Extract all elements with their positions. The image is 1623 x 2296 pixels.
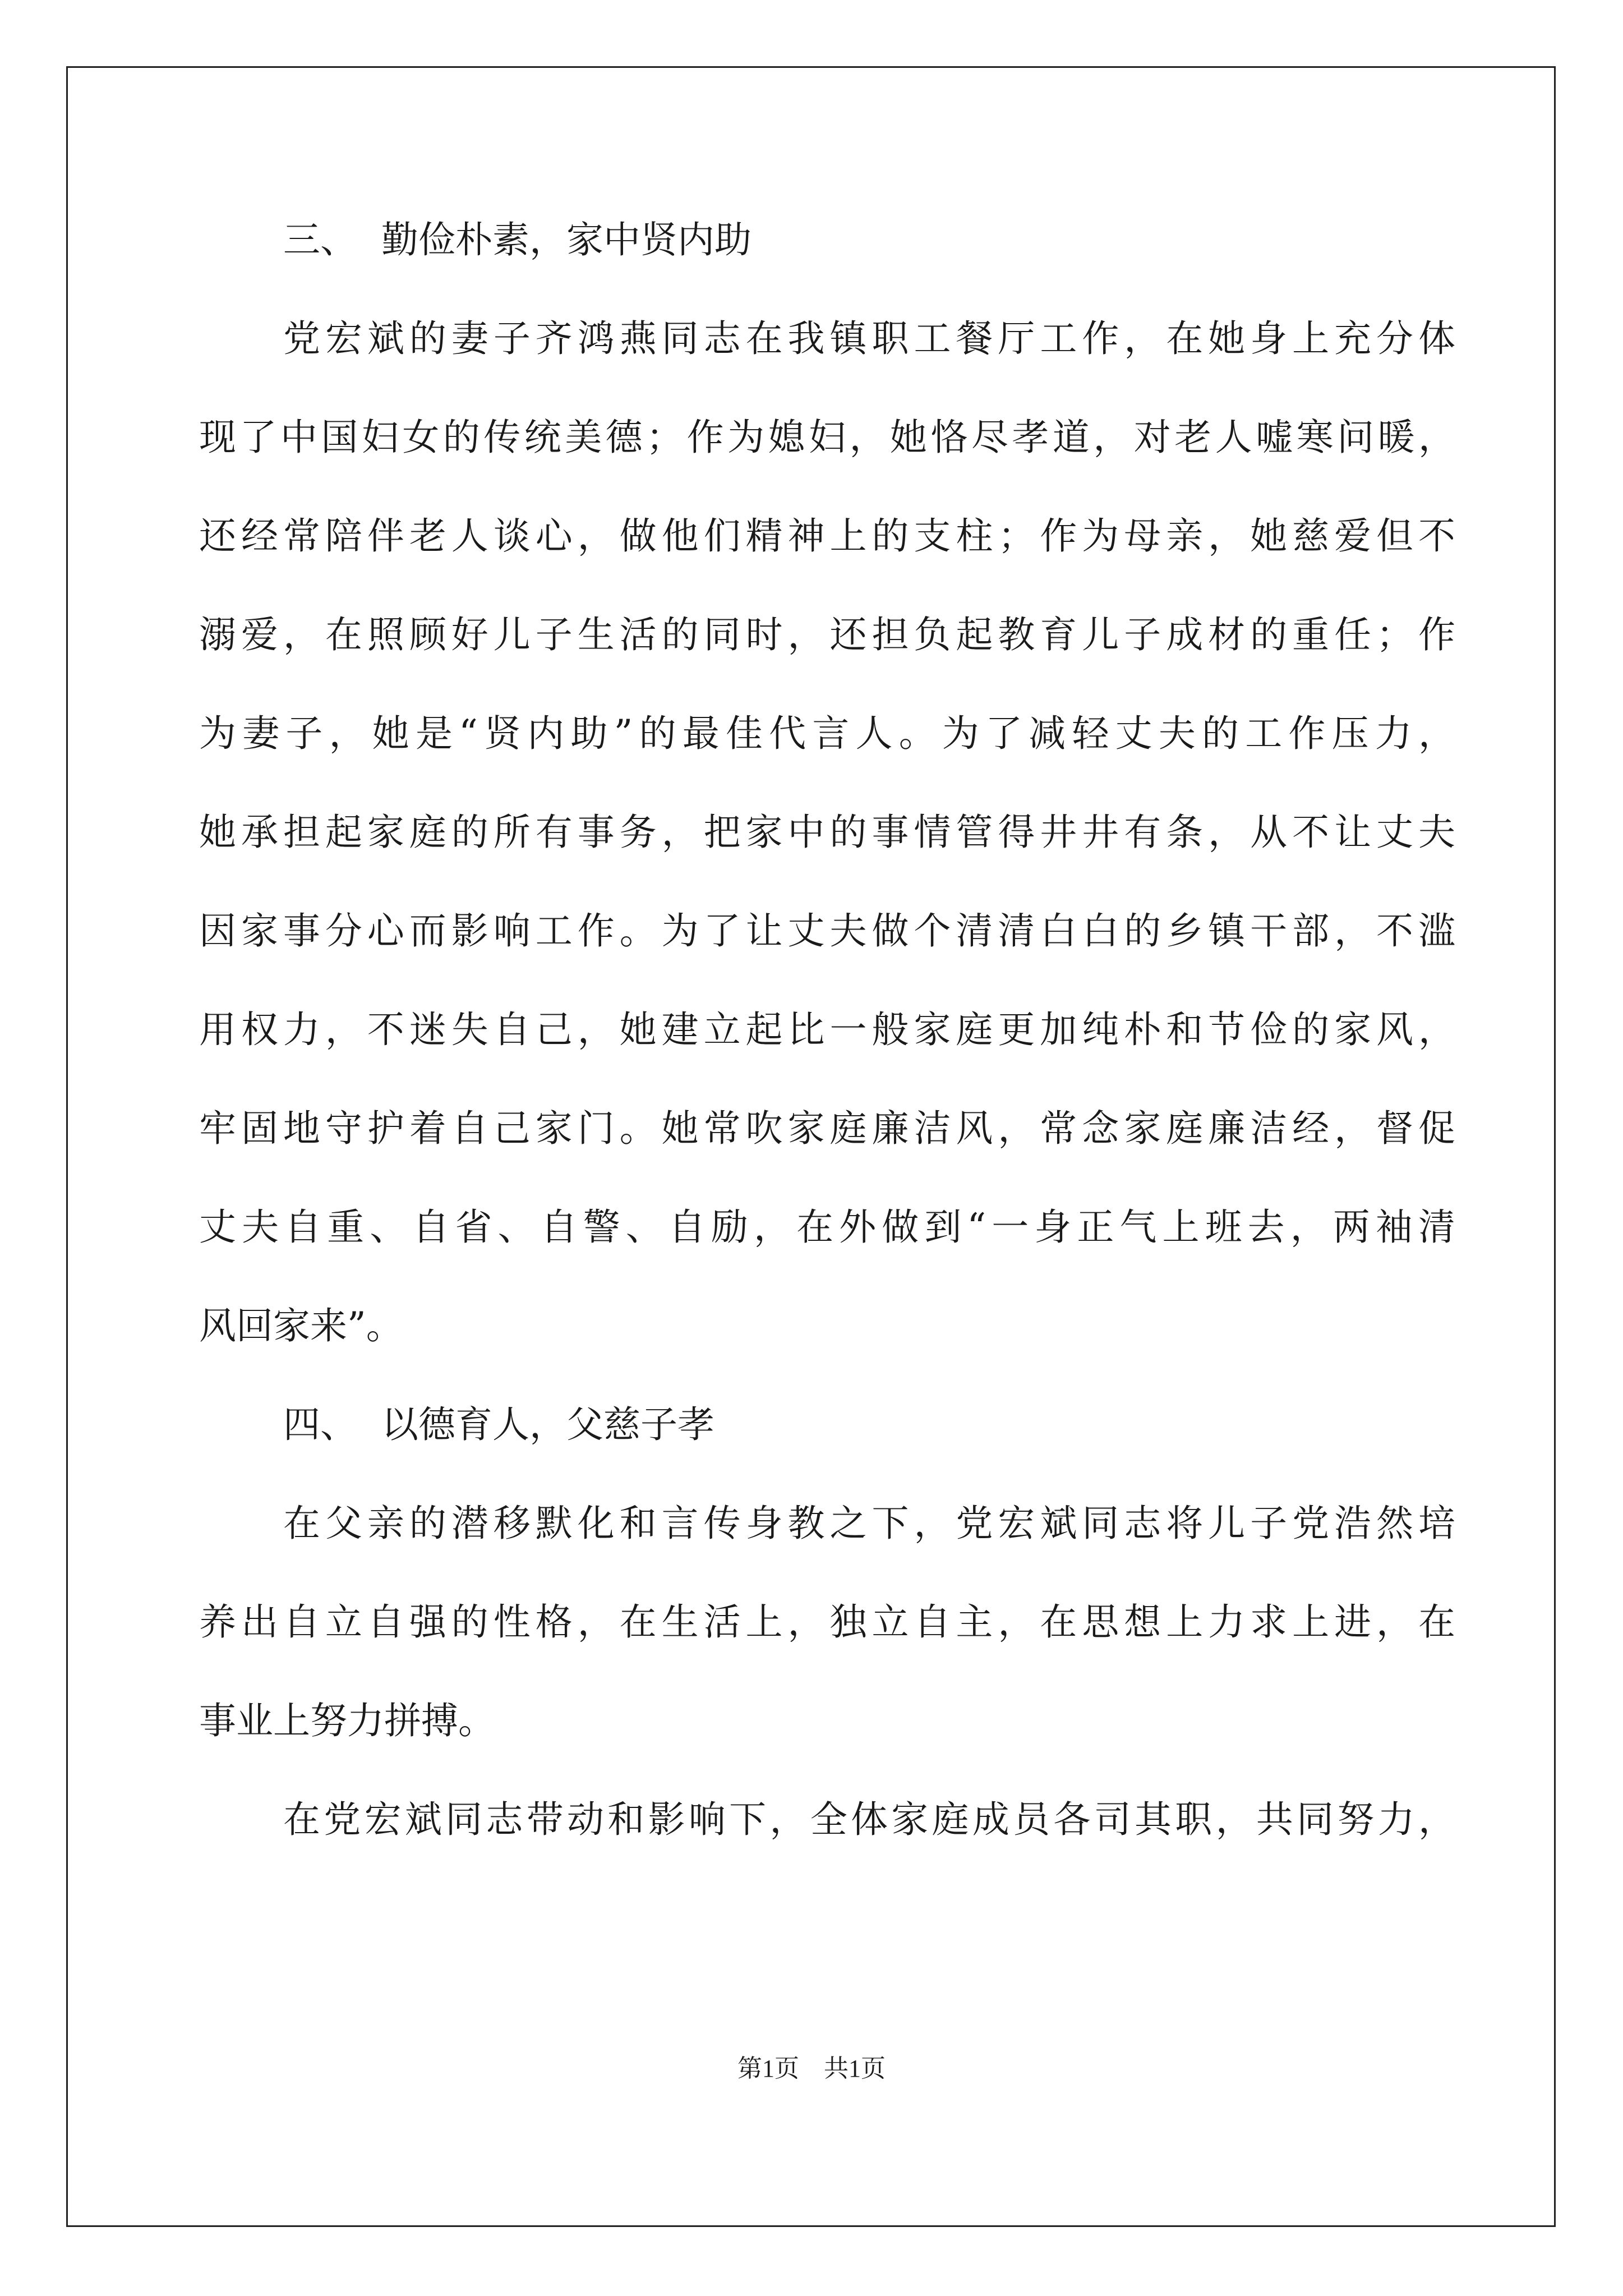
document-body [199, 213, 1455, 1892]
section-number: 四、 [283, 1403, 357, 1446]
page-number: 第1页 [737, 2055, 799, 2082]
page-total: 共1页 [824, 2055, 886, 2082]
paragraph-line: 还经常陪伴老人谈心，做他们精神上的支柱；作为母亲，她慈爱但不 [199, 514, 1455, 558]
paragraph-line: 养出自立自强的性格，在生活上，独立自主，在思想上力求上进，在 [199, 1600, 1455, 1644]
paragraph-line: 现了中国妇女的传统美德；作为媳妇，她恪尽孝道，对老人嘘寒问暖， [199, 416, 1455, 459]
paragraph-line: 为妻子，她是“贤内助”的最佳代言人。为了减轻丈夫的工作压力， [199, 712, 1455, 755]
paragraph-line: 风回家来”。 [199, 1304, 403, 1347]
paragraph-line: 牢固地守护着自己家门。她常吹家庭廉洁风，常念家庭廉洁经，督促 [199, 1107, 1455, 1150]
paragraph-line: 溺爱，在照顾好儿子生活的同时，还担负起教育儿子成材的重任；作 [199, 613, 1455, 656]
paragraph-line: 因家事分心而影响工作。为了让丈夫做个清清白白的乡镇干部，不滥 [199, 909, 1455, 953]
paragraph-line: 用权力，不迷失自己，她建立起比一般家庭更加纯朴和节俭的家风， [199, 1008, 1455, 1051]
page-footer [0, 2052, 1623, 2086]
paragraph-line: 她承担起家庭的所有事务，把家中的事情管得井井有条，从不让丈夫 [199, 811, 1455, 854]
section-title: 以德育人，父慈子孝 [381, 1403, 714, 1446]
paragraph-line: 事业上努力拼搏。 [199, 1699, 495, 1742]
section-title: 勤俭朴素，家中贤内助 [381, 218, 751, 261]
paragraph-line: 党宏斌的妻子齐鸿燕同志在我镇职工餐厅工作，在她身上充分体 [283, 317, 1455, 360]
section-heading-3 [199, 213, 1455, 312]
paragraph-line: 丈夫自重、自省、自警、自励，在外做到“一身正气上班去，两袖清 [199, 1205, 1455, 1249]
section-number: 三、 [283, 218, 357, 261]
section-heading-4 [199, 1398, 1455, 1497]
paragraph-line: 在父亲的潜移默化和言传身教之下，党宏斌同志将儿子党浩然培 [283, 1502, 1455, 1545]
paragraph-line: 在党宏斌同志带动和影响下，全体家庭成员各司其职，共同努力， [283, 1798, 1455, 1841]
